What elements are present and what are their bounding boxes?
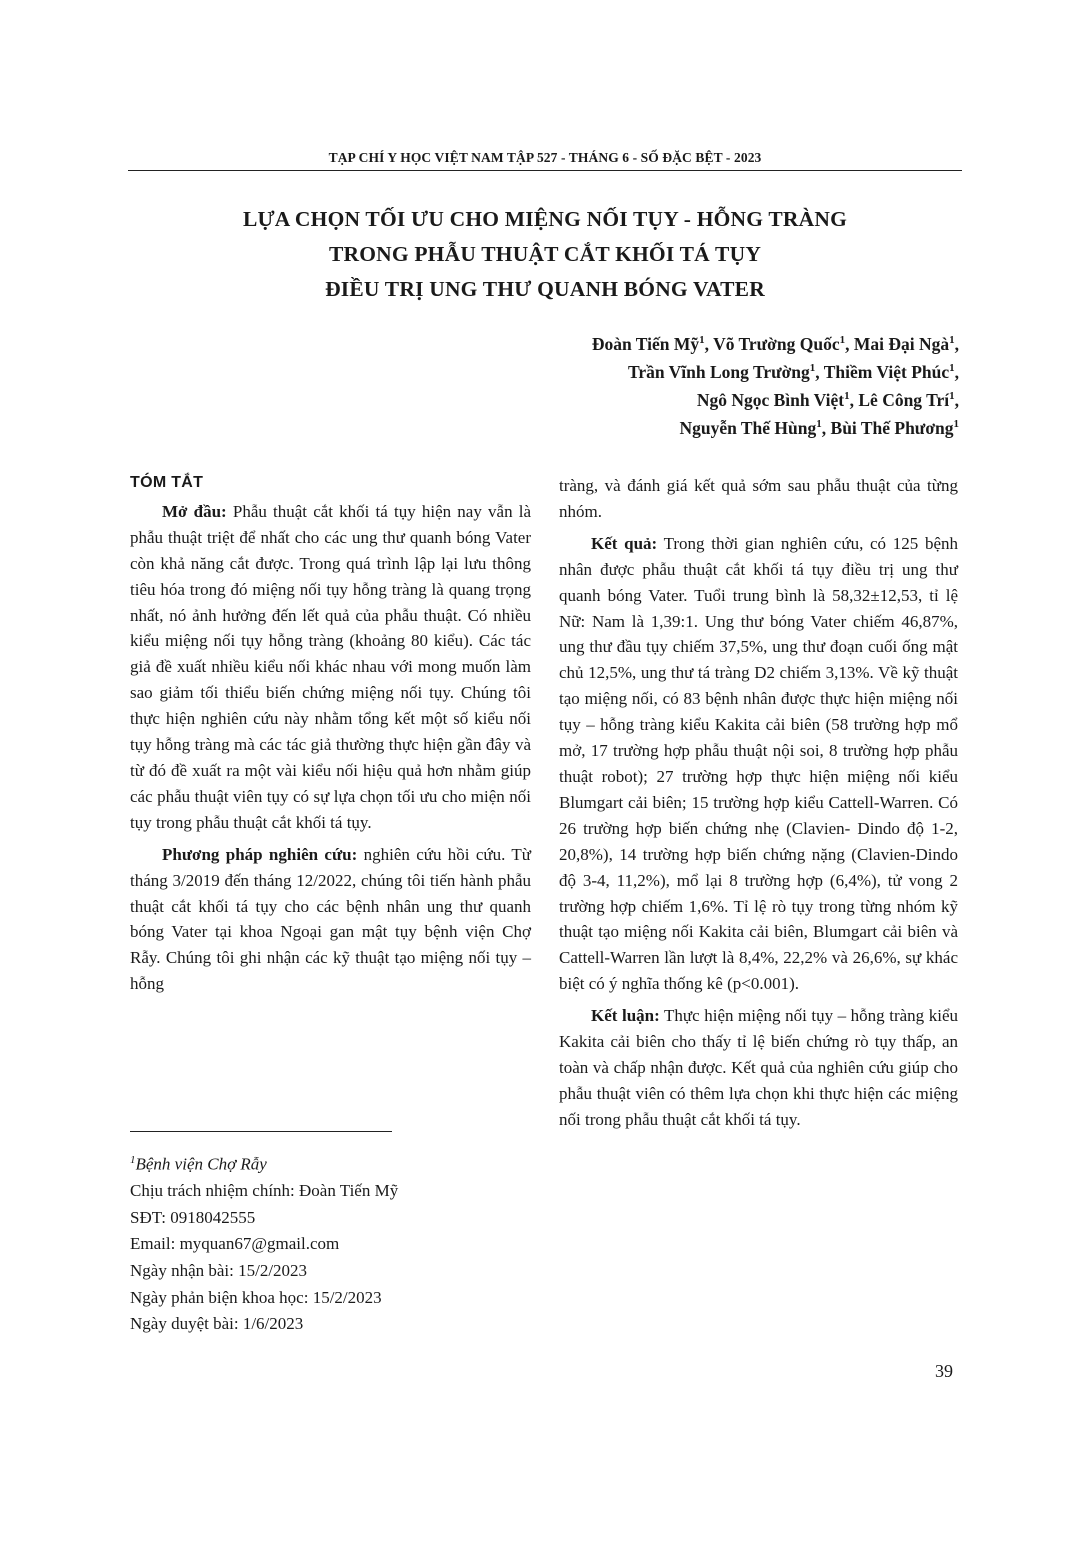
affiliation-text: Bệnh viện Chợ Rẫy <box>135 1154 267 1174</box>
author-list <box>359 330 959 442</box>
footnote-line: Ngày duyệt bài: 1/6/2023 <box>130 1314 304 1334</box>
results-paragraph <box>559 531 958 997</box>
methods-paragraph <box>130 842 531 997</box>
affiliation-mark: 1 <box>809 362 816 375</box>
footnote-line: Ngày phản biện khoa học: 15/2/2023 <box>130 1287 382 1307</box>
author-line: Đoàn Tiến Mỹ$^1$, Võ Trường Quốc$^1$, Mai Đại Ngà$^1$, <box>591 334 959 354</box>
affiliation-footnote <box>130 1147 531 1178</box>
article-title <box>128 202 962 307</box>
affiliation-mark: 1 <box>839 334 846 347</box>
footnote-line: Email: myquan67@gmail.com <box>130 1234 340 1254</box>
left-column <box>130 470 531 999</box>
author-name: Mai Đại Ngà <box>853 334 950 354</box>
author-name: Võ Trường Quốc <box>713 334 840 354</box>
author-name: Lê Công Trí <box>858 390 950 410</box>
abstract-heading: TÓM TẮT <box>130 474 204 491</box>
title-line: ĐIỀU TRỊ UNG THƯ QUANH BÓNG VATER <box>325 277 765 301</box>
affiliation-mark: 1 <box>953 418 959 431</box>
page-number: 39 <box>935 1361 953 1381</box>
affiliation-mark: 1 <box>844 390 850 403</box>
author-name: Bùi Thế Phương <box>830 418 954 438</box>
running-header: TẠP CHÍ Y HỌC VIỆT NAM TẬP 527 - THÁNG 6 - SỐ ĐẶC BỆT - 2023 <box>328 150 762 165</box>
author-line: Trần Vĩnh Long Trường$^1$, Thiềm Việt Phúc$^1$, <box>627 362 959 382</box>
intro-paragraph <box>130 499 531 836</box>
author-name: Ngô Ngọc Bình Việt <box>696 390 845 410</box>
affiliation-mark: 1 <box>949 334 955 347</box>
affiliation-mark: 1 <box>699 334 705 347</box>
author-name: Nguyễn Thế Hùng <box>679 418 817 438</box>
footnotes <box>130 1147 531 1338</box>
author-name: Trần Vĩnh Long Trường <box>627 362 810 382</box>
affiliation-mark: 1 <box>949 390 955 403</box>
conclusion-label: Kết luận: <box>591 1006 660 1026</box>
author-line: Nguyễn Thế Hùng$^1$, Bùi Thế Phương$^1$ <box>679 418 959 438</box>
footnote-line: SĐT: 0918042555 <box>130 1207 256 1227</box>
results-text: Trong thời gian nghiên cứu, có 125 bệnh nhân được phẫu thuật cắt khối tá tụy điều trị ung thư quanh bóng Vater. Tuổi trung bình là 58,32±12,53, tỉ lệ Nữ: Nam là 1,39:1. Ung thư bóng Vater chiếm 46,87%, ung thư đầu tụy chiếm 37,5%, ung thư đoạn cuối ống mật chủ 12,5%, ung thư tá tràng D2 chiếm 3,13%. Về kỹ thuật tạo miệng nối, có 83 bệnh nhân được thực hiện miệng nối tụy – hỗng tràng kiểu Kakita cải biên (58 trường hợp mổ mở, 17 trường hợp phẫu thuật nội soi, 8 trường hợp phẫu thuật robot); 27 trường hợp thực hiện miệng nối kiểu Blumgart cải biên; 15 trường hợp kiểu Cattell-Warren. Có 26 trường hợp biến chứng nhẹ (Clavien- Dindo độ 1-2, 20,8%), 14 trường hợp biến chứng nặng (Clavien-Dindo độ 3-4, 11,2%), mổ lại 8 trường hợp (6,4%), tử vong 2 trường hợp chiếm 1,6%. Tỉ lệ rò tụy trong từng nhóm kỹ thuật tạo miệng nối Kakita cải biên, Blumgart cải biên và Cattell-Warren lần lượt là 8,4%, 22,2% và 26,6%, sự khác biệt có ý nghĩa thống kê (p<0.001). <box>559 533 959 994</box>
author-name: Thiềm Việt Phúc <box>823 362 950 382</box>
conclusion-paragraph <box>559 1003 958 1133</box>
methods-text: nghiên cứu hồi cứu. Từ tháng 3/2019 đến tháng 12/2022, chúng tôi tiến hành phẫu thuật cắt khối tá tụy cho các bệnh nhân ung thư quanh bóng Vater tại khoa Ngoại gan mật tụy bệnh viện Chợ Rẫy. Chúng tôi ghi nhận các kỹ thuật tạo miệng nối tụy – hỗng <box>130 844 531 994</box>
title-line: LỰA CHỌN TỐI ƯU CHO MIỆNG NỐI TỤY - HỖNG TRÀNG <box>242 207 848 231</box>
methods-continuation: tràng, và đánh giá kết quả sớm sau phẫu thuật của từng nhóm. <box>559 476 958 521</box>
results-label: Kết quả: <box>591 533 658 553</box>
affiliation-mark: 1 <box>949 362 955 375</box>
affiliation-mark: 1 <box>130 1154 136 1166</box>
footnote-rule <box>130 1131 392 1132</box>
title-line: TRONG PHẪU THUẬT CẮT KHỐI TÁ TỤY <box>328 242 762 266</box>
conclusion-text: Thực hiện miệng nối tụy – hỗng tràng kiểu Kakita cải biên cho thấy tỉ lệ biến chứng rò tụy thấp, an toàn và chấp nhận được. Kết quả của nghiên cứu giúp cho phẫu thuật viên có thêm lựa chọn khi thực hiện các miệng nối trong phẫu thuật cắt khối tá tụy. <box>559 1006 958 1129</box>
affiliation-mark: 1 <box>816 418 822 431</box>
intro-text: Phẫu thuật cắt khối tá tụy hiện nay vẫn là phẫu thuật triệt để nhất cho các ung thư quanh bóng Vater còn khả năng cắt được. Trong quá trình lập lại lưu thông tiêu hóa trong đó miệng nối tụy hỗng tràng là quang trọng nhất, nó ảnh hưởng đến lết quả của phẫu thuật. Có nhiều kiểu miệng nối tụy hỗng tràng (khoảng 80 kiểu). Các tác giả đề xuất nhiều kiểu nối khác nhau với mong muốn làm sao giảm tối thiểu biến chứng miệng nối tụy. Chúng tôi thực hiện nghiên cứu này nhằm tổng kết một số kiểu nối tụy hỗng tràng mà các tác giả thường thực hiện gần đây và từ đó đề xuất ra một vài kiểu nối hiệu quả hơn nhằm giúp các phẫu thuật viên tụy có sự lựa chọn tối ưu cho miện nối tụy trong phẫu thuật cắt khối tá tụy. <box>130 501 531 832</box>
author-name: Đoàn Tiến Mỹ <box>591 334 700 354</box>
intro-label: Mở đầu: <box>162 501 227 521</box>
footnote-line: Ngày nhận bài: 15/2/2023 <box>130 1261 308 1281</box>
right-column <box>559 473 958 1135</box>
methods-label: Phương pháp nghiên cứu: <box>162 844 358 864</box>
author-line: Ngô Ngọc Bình Việt$^1$, Lê Công Trí$^1$, <box>696 390 959 410</box>
footnote-line: Chịu trách nhiệm chính: Đoàn Tiến Mỹ <box>130 1181 399 1201</box>
header-rule <box>128 170 962 171</box>
